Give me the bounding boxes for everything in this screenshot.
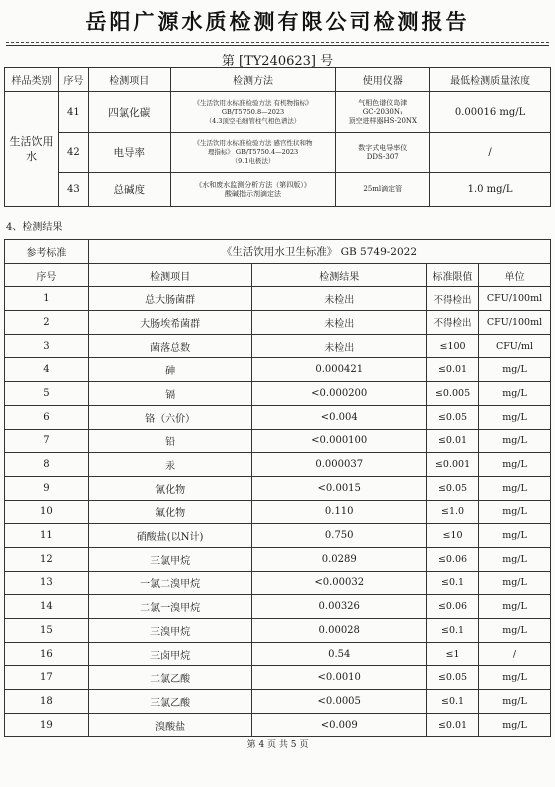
row-no: 8 <box>5 453 89 477</box>
method-line: 《生活饮用水标准检验方法 感官性状和物 <box>193 139 313 147</box>
row-no: 19 <box>5 713 89 737</box>
row-unit: mg/L <box>479 453 551 477</box>
header-dashed-rule <box>6 42 549 43</box>
row-no: 6 <box>5 405 89 429</box>
header-result: 检测结果 <box>252 263 427 287</box>
section-title: 4、检测结果 <box>6 222 63 233</box>
row-unit: / <box>479 642 551 666</box>
row-item: 总大肠菌群 <box>88 287 252 311</box>
header-no: 序号 <box>58 68 88 92</box>
row-unit: mg/L <box>479 713 551 737</box>
row-no: 5 <box>5 382 89 406</box>
results-body <box>5 287 551 737</box>
methods-header-row <box>5 68 551 92</box>
report-title: 岳阳广源水质检测有限公司检测报告 <box>85 9 470 34</box>
header-unit: 单位 <box>479 263 551 287</box>
row-limit: 不得检出 <box>427 287 479 311</box>
row-result: <0.009 <box>252 713 427 737</box>
row-item: 汞 <box>88 453 252 477</box>
table-row <box>5 524 551 548</box>
row-limit: ≤0.1 <box>427 619 479 643</box>
table-row <box>5 713 551 737</box>
table-row <box>5 666 551 690</box>
row-result: <0.00032 <box>252 571 427 595</box>
row-result: <0.000200 <box>252 382 427 406</box>
row-no: 4 <box>5 358 89 382</box>
row-item: 铅 <box>88 429 252 453</box>
instrument-line: 气相色谱仪岛津 <box>358 98 408 107</box>
table-row <box>5 429 551 453</box>
table-row <box>5 287 551 311</box>
row-result: 0.00028 <box>252 619 427 643</box>
methods-table <box>4 67 551 207</box>
row-result: 未检出 <box>252 311 427 335</box>
table-row <box>5 334 551 358</box>
row-result: <0.0005 <box>252 690 427 714</box>
header-no: 序号 <box>5 263 89 287</box>
table-row <box>5 642 551 666</box>
row-instrument <box>336 92 430 133</box>
row-limit: ≤0.01 <box>427 358 479 382</box>
row-item: 铬（六价） <box>88 405 252 429</box>
row-item: 硝酸盐(以N计) <box>88 524 252 548</box>
table-row <box>5 311 551 335</box>
row-unit: mg/L <box>479 382 551 406</box>
method-line: 理指标》 GB/T5750.4—2023 <box>207 148 299 156</box>
row-no: 13 <box>5 571 89 595</box>
row-no: 7 <box>5 429 89 453</box>
row-unit: mg/L <box>479 358 551 382</box>
header-instrument: 使用仪器 <box>336 68 430 92</box>
row-no: 1 <box>5 287 89 311</box>
row-no: 41 <box>58 92 88 133</box>
header-test-item: 检测项目 <box>88 68 170 92</box>
row-limit: ≤0.1 <box>427 571 479 595</box>
table-row <box>5 133 551 173</box>
row-result: 0.54 <box>252 642 427 666</box>
header-limit: 标准限值 <box>427 263 479 287</box>
row-result: 未检出 <box>252 334 427 358</box>
row-no: 15 <box>5 619 89 643</box>
method-line: （4.3顶空毛细管柱气相色谱法） <box>205 116 301 125</box>
method-line: 《水和废水监测分析方法（第四版）》 <box>195 180 311 189</box>
row-item: 总碱度 <box>88 173 170 207</box>
row-item: 三卤甲烷 <box>88 642 252 666</box>
sample-category-cell: 生活饮用水 <box>5 92 59 207</box>
table-row <box>5 500 551 524</box>
row-no: 2 <box>5 311 89 335</box>
header-sample-category: 样品类别 <box>5 68 59 92</box>
table-row <box>5 595 551 619</box>
row-unit: CFU/ml <box>479 334 551 358</box>
row-result: <0.0010 <box>252 666 427 690</box>
row-limit: ≤0.05 <box>427 405 479 429</box>
instrument-line: DDS-307 <box>366 152 399 161</box>
row-item: 镉 <box>88 382 252 406</box>
header-solid-rule <box>6 45 549 46</box>
row-result: 0.110 <box>252 500 427 524</box>
row-no: 10 <box>5 500 89 524</box>
row-item: 三氯甲烷 <box>88 547 252 571</box>
instrument-line: GC-2030N₁ <box>362 107 403 116</box>
row-limit: ≤1.0 <box>427 500 479 524</box>
page-footer: 第 4 页 共 5 页 <box>246 740 309 750</box>
standard-value: 《生活饮用水卫生标准》 GB 5749-2022 <box>88 240 550 264</box>
row-unit: mg/L <box>479 619 551 643</box>
row-unit: mg/L <box>479 405 551 429</box>
method-line: 《生活饮用水标准检验方法 有机物指标》 <box>193 98 313 107</box>
row-unit: mg/L <box>479 595 551 619</box>
table-row <box>5 92 551 133</box>
row-min-concentration: / <box>430 133 551 173</box>
row-result: <0.0015 <box>252 476 427 500</box>
row-unit: CFU/100ml <box>479 311 551 335</box>
row-item: 砷 <box>88 358 252 382</box>
row-item: 三溴甲烷 <box>88 619 252 643</box>
header-test-method: 检测方法 <box>170 68 336 92</box>
row-unit: mg/L <box>479 571 551 595</box>
row-unit: mg/L <box>479 476 551 500</box>
row-unit: mg/L <box>479 500 551 524</box>
row-no: 14 <box>5 595 89 619</box>
method-line: GB/T5750.8—2023 <box>221 107 285 116</box>
table-row <box>5 476 551 500</box>
row-limit: ≤0.05 <box>427 476 479 500</box>
row-item: 一氯二溴甲烷 <box>88 571 252 595</box>
row-no: 3 <box>5 334 89 358</box>
row-min-concentration: 0.00016 mg/L <box>430 92 551 133</box>
header-test-item: 检测项目 <box>88 263 252 287</box>
row-unit: mg/L <box>479 429 551 453</box>
row-limit: ≤0.01 <box>427 429 479 453</box>
row-no: 9 <box>5 476 89 500</box>
table-row <box>5 453 551 477</box>
row-min-concentration: 1.0 mg/L <box>430 173 551 207</box>
row-limit: 不得检出 <box>427 311 479 335</box>
row-method <box>170 173 336 207</box>
row-result: 0.000037 <box>252 453 427 477</box>
table-row <box>5 690 551 714</box>
row-no: 18 <box>5 690 89 714</box>
instrument-line: 25ml滴定管 <box>363 185 403 193</box>
table-row <box>5 405 551 429</box>
row-item: 溴酸盐 <box>88 713 252 737</box>
results-header-row <box>5 263 551 287</box>
row-limit: ≤1 <box>427 642 479 666</box>
table-row <box>5 571 551 595</box>
row-item: 二氯乙酸 <box>88 666 252 690</box>
table-row <box>5 619 551 643</box>
row-result: 未检出 <box>252 287 427 311</box>
row-item: 菌落总数 <box>88 334 252 358</box>
row-no: 12 <box>5 547 89 571</box>
row-instrument <box>336 173 430 207</box>
row-method <box>170 92 336 133</box>
row-limit: ≤0.05 <box>427 666 479 690</box>
results-table <box>4 239 551 737</box>
row-limit: ≤0.06 <box>427 595 479 619</box>
row-method <box>170 133 336 173</box>
row-limit: ≤10 <box>427 524 479 548</box>
row-result: <0.000100 <box>252 429 427 453</box>
row-no: 43 <box>58 173 88 207</box>
row-item: 氟化物 <box>88 500 252 524</box>
row-item: 大肠埃希菌群 <box>88 311 252 335</box>
row-result: 0.750 <box>252 524 427 548</box>
row-limit: ≤0.005 <box>427 382 479 406</box>
row-item: 氰化物 <box>88 476 252 500</box>
standard-label: 参考标准 <box>5 240 89 264</box>
table-row <box>5 358 551 382</box>
row-result: 0.000421 <box>252 358 427 382</box>
row-unit: mg/L <box>479 690 551 714</box>
row-item: 三氯乙酸 <box>88 690 252 714</box>
table-row <box>5 382 551 406</box>
instrument-line: 数字式电导率仪 <box>358 143 408 152</box>
row-instrument <box>336 133 430 173</box>
row-no: 42 <box>58 133 88 173</box>
row-limit: ≤0.1 <box>427 690 479 714</box>
method-line: 酸碱指示剂滴定法 <box>225 189 281 198</box>
row-limit: ≤0.06 <box>427 547 479 571</box>
row-unit: mg/L <box>479 547 551 571</box>
row-limit: ≤0.001 <box>427 453 479 477</box>
table-row <box>5 547 551 571</box>
row-limit: ≤0.01 <box>427 713 479 737</box>
row-item: 四氯化碳 <box>88 92 170 133</box>
row-no: 16 <box>5 642 89 666</box>
method-line: （9.1电极法） <box>231 157 275 165</box>
row-unit: mg/L <box>479 666 551 690</box>
header-min-concentration: 最低检测质量浓度 <box>430 68 551 92</box>
row-item: 电导率 <box>88 133 170 173</box>
row-result: <0.004 <box>252 405 427 429</box>
row-no: 17 <box>5 666 89 690</box>
standard-row <box>5 240 551 264</box>
table-row <box>5 173 551 207</box>
row-result: 0.0289 <box>252 547 427 571</box>
row-unit: mg/L <box>479 524 551 548</box>
row-unit: CFU/100ml <box>479 287 551 311</box>
row-no: 11 <box>5 524 89 548</box>
report-number: 第 [TY240623] 号 <box>221 54 334 69</box>
row-item: 二氯一溴甲烷 <box>88 595 252 619</box>
instrument-line: 顶空进样器HS-20NX <box>348 116 418 125</box>
row-limit: ≤100 <box>427 334 479 358</box>
row-result: 0.00326 <box>252 595 427 619</box>
